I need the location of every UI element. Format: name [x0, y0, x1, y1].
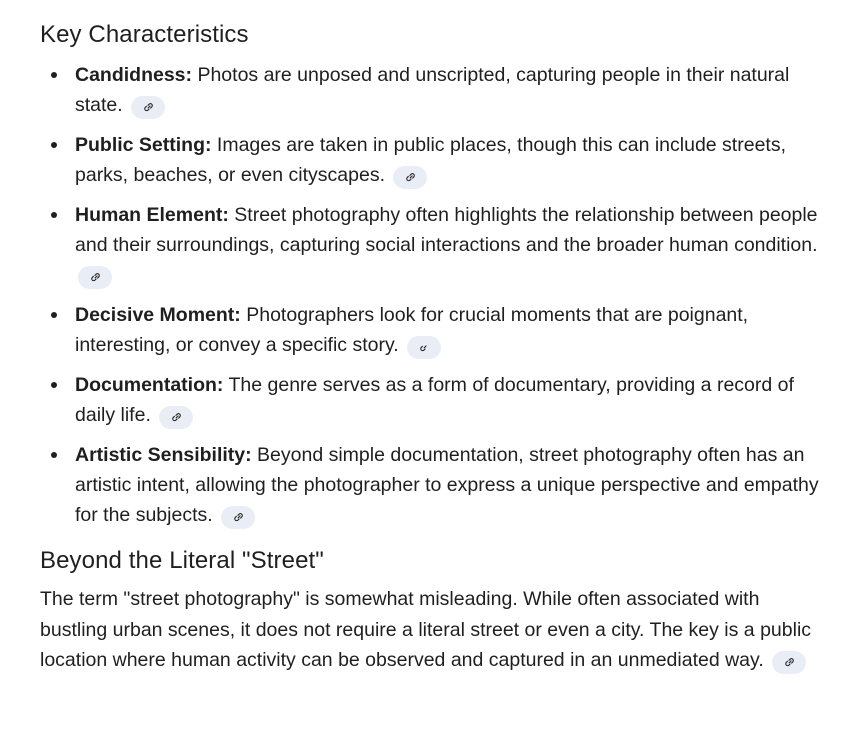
link-icon	[418, 341, 431, 354]
bullet-dot	[51, 312, 57, 318]
bullet-dot	[51, 72, 57, 78]
item-term: Artistic Sensibility:	[75, 444, 252, 466]
item-term: Public Setting:	[75, 134, 212, 156]
source-link-button[interactable]	[131, 96, 165, 119]
bullet-dot	[51, 382, 57, 388]
item-term: Documentation:	[75, 374, 224, 396]
item-text: Beyond simple documentation, street photography often has an artistic intent, allowing the photographer to express a unique perspective and empathy for the subjects.	[75, 444, 819, 526]
item-term: Decisive Moment:	[75, 304, 241, 326]
item-term: Candidness:	[75, 64, 193, 86]
source-link-button[interactable]	[159, 406, 193, 429]
list-item	[40, 300, 835, 360]
paragraph-text: The term "street photography" is somewhat misleading. While often associated with bustling urban scenes, it does not require a literal street or even a city. The key is a public location where human activity can be observed and captured in an unmediated way.	[40, 588, 812, 671]
list-item	[40, 440, 835, 530]
list-item	[40, 130, 835, 190]
item-text: Photographers look for crucial moments that are poignant, interesting, or convey a specific story.	[75, 304, 749, 356]
section-heading-beyond-literal-street: Beyond the Literal "Street"	[40, 547, 324, 574]
item-text: Photos are unposed and unscripted, capturing people in their natural state.	[75, 64, 790, 116]
source-link-button[interactable]	[78, 266, 112, 289]
section-paragraph	[40, 584, 830, 676]
list-item	[40, 60, 835, 120]
source-link-button[interactable]	[772, 651, 806, 674]
link-icon	[170, 411, 183, 424]
link-icon	[783, 656, 796, 669]
characteristics-list	[40, 60, 830, 530]
link-icon	[89, 271, 102, 284]
bullet-dot	[51, 142, 57, 148]
source-link-button[interactable]	[407, 336, 441, 359]
bullet-dot	[51, 212, 57, 218]
link-icon	[142, 101, 155, 114]
item-term: Human Element:	[75, 204, 229, 226]
source-link-button[interactable]	[393, 166, 427, 189]
bullet-dot	[51, 452, 57, 458]
link-icon	[404, 171, 417, 184]
item-text: Images are taken in public places, though this can include streets, parks, beaches, or even cityscapes.	[75, 134, 786, 186]
source-link-button[interactable]	[221, 506, 255, 529]
section-heading-key-characteristics: Key Characteristics	[40, 21, 249, 48]
item-text: The genre serves as a form of documentary, providing a record of daily life.	[75, 374, 794, 426]
list-item	[40, 370, 835, 430]
list-item	[40, 200, 835, 290]
link-icon	[232, 511, 245, 524]
item-text: Street photography often highlights the relationship between people and their surroundings, capturing social interactions and the broader human condition.	[75, 204, 818, 256]
